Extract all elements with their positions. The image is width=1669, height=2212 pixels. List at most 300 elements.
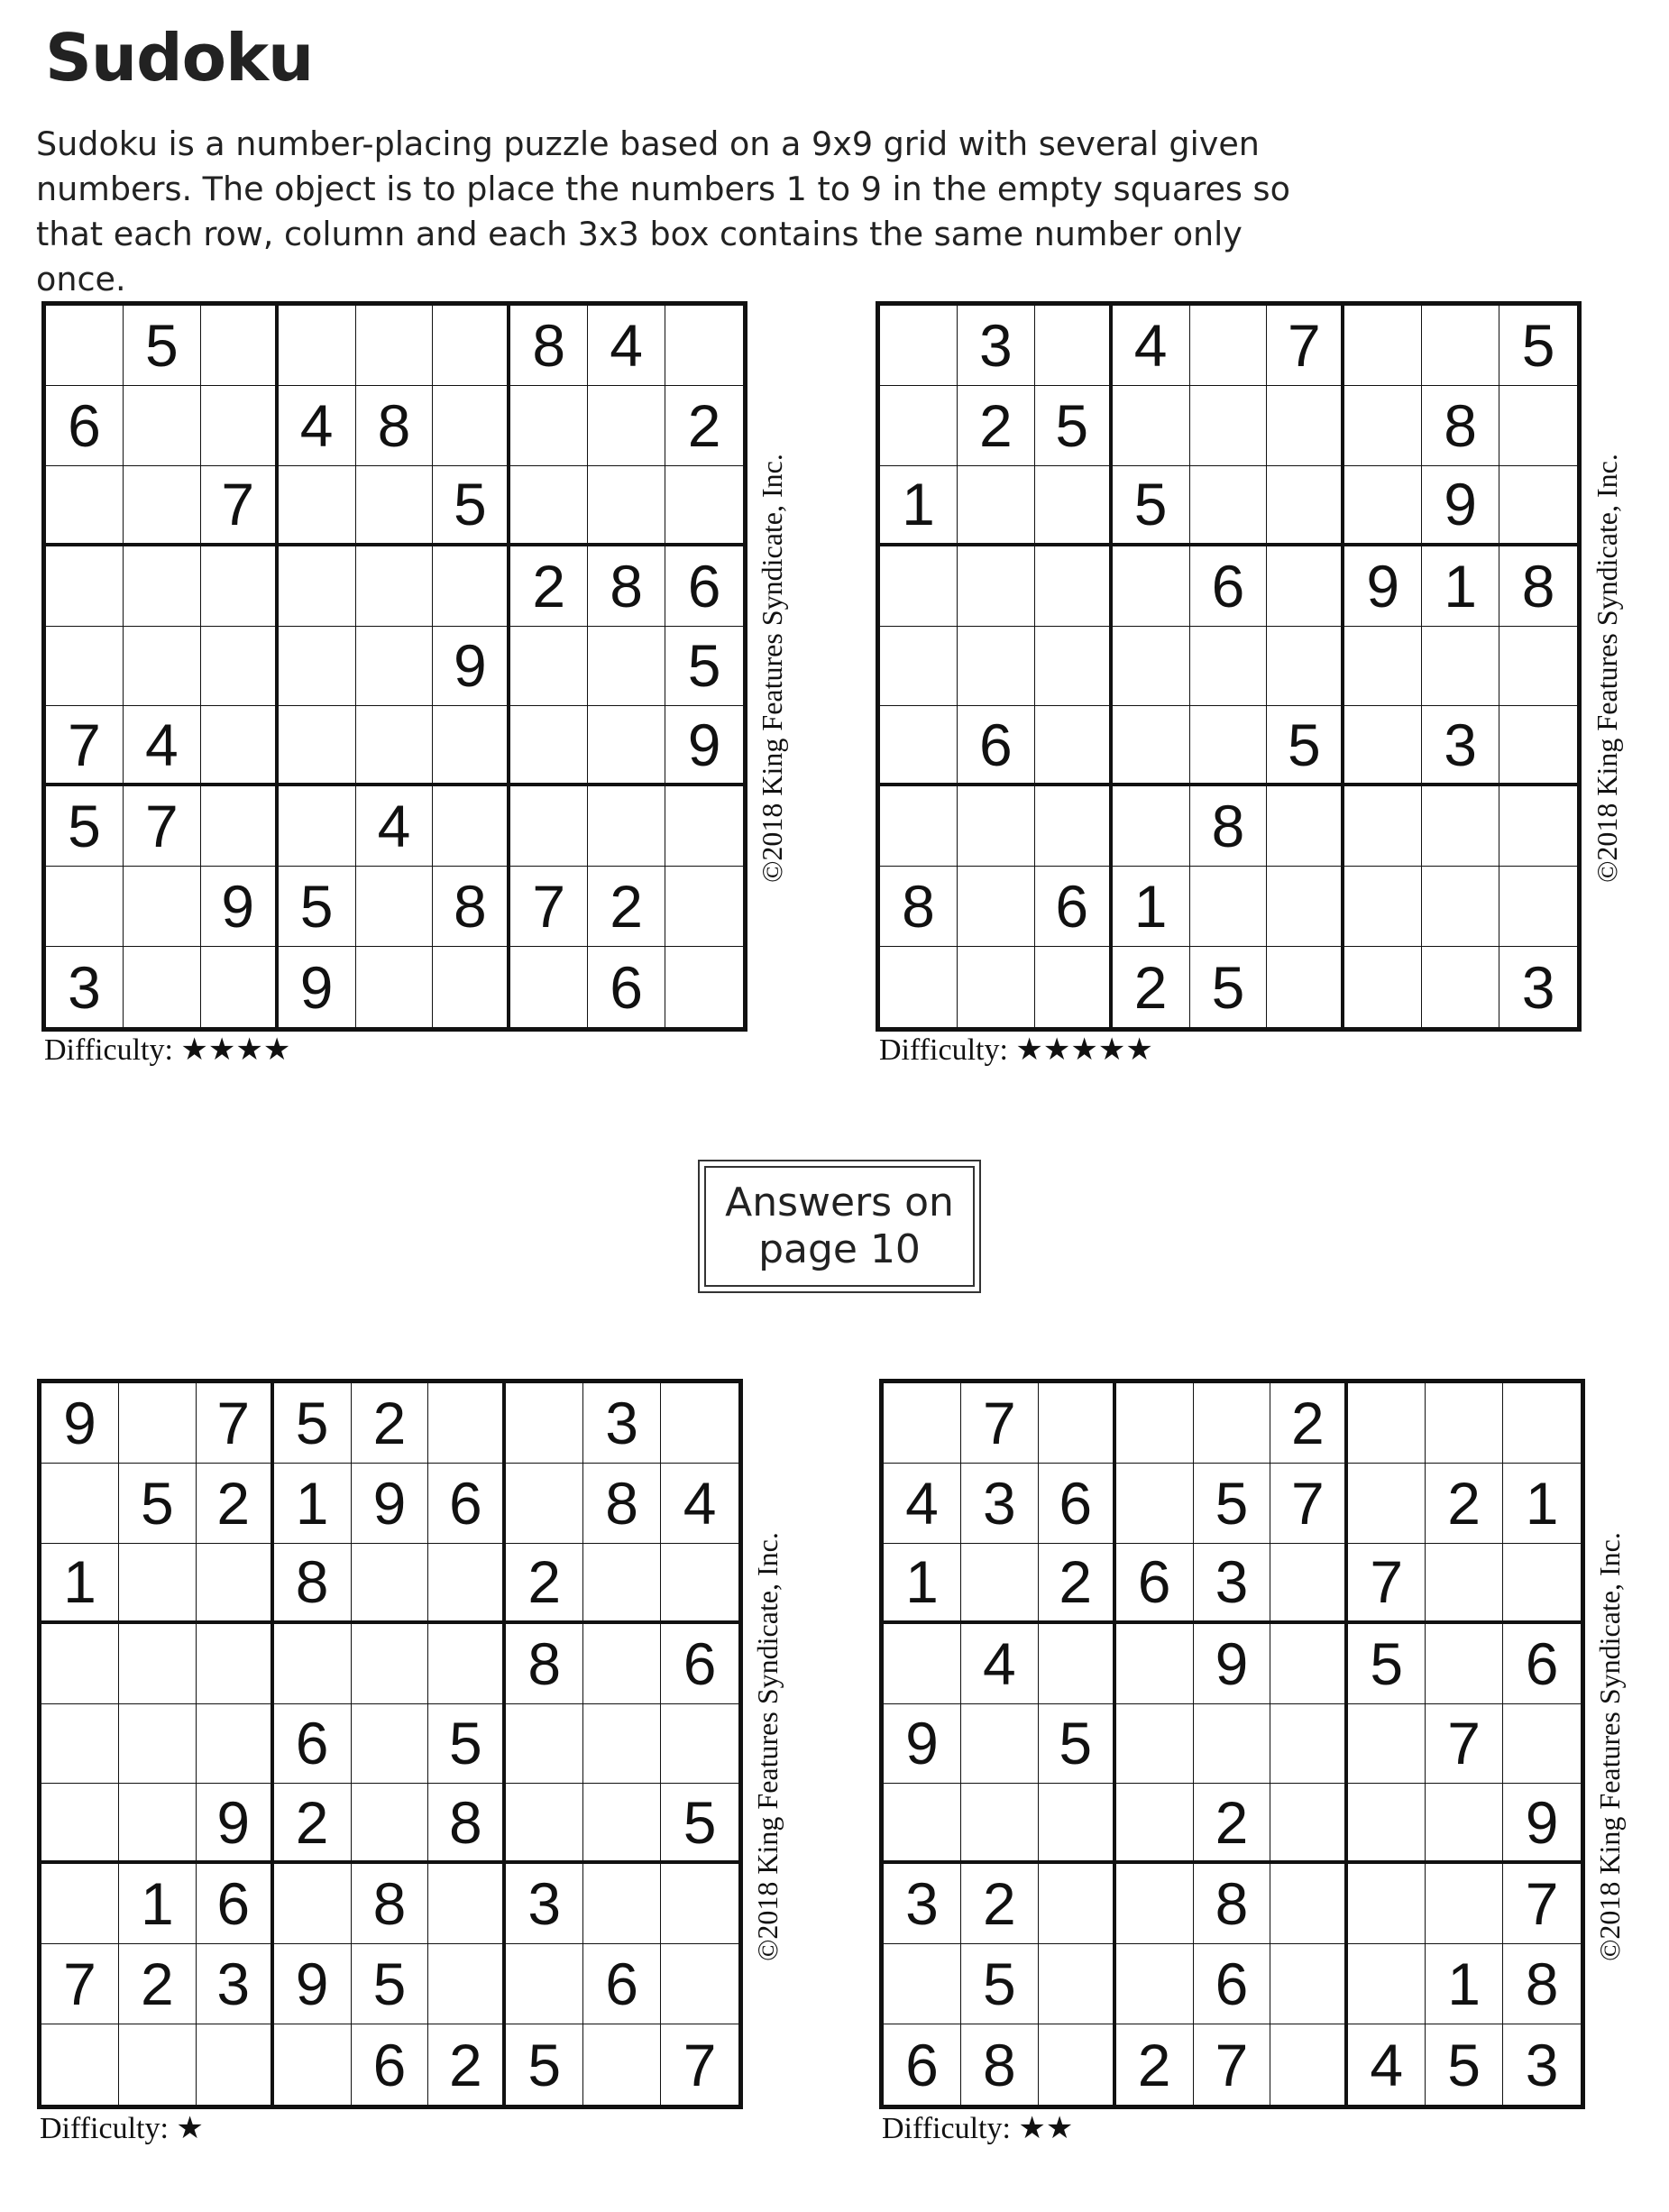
sudoku-cell xyxy=(1499,867,1577,947)
copyright-notice-1: ©2018 King Features Syndicate, Inc. xyxy=(756,454,788,883)
sudoku-cell xyxy=(201,627,279,707)
sudoku-cell xyxy=(661,1944,738,2024)
sudoku-cell xyxy=(1270,1624,1348,1704)
sudoku-cell: 9 xyxy=(201,867,279,947)
sudoku-cell: 5 xyxy=(506,2024,583,2105)
sudoku-cell xyxy=(1035,306,1113,386)
sudoku-cell: 2 xyxy=(961,1864,1039,1944)
answers-line-2: page 10 xyxy=(758,1226,921,1272)
sudoku-cell xyxy=(1039,1383,1116,1464)
sudoku-cell xyxy=(1267,386,1344,466)
sudoku-grid-4 xyxy=(879,1379,1585,2109)
sudoku-cell xyxy=(352,1544,429,1624)
sudoku-cell: 7 xyxy=(201,466,279,546)
sudoku-cell xyxy=(1190,867,1268,947)
sudoku-cell xyxy=(1499,386,1577,466)
sudoku-cell: 4 xyxy=(961,1624,1039,1704)
sudoku-cell: 1 xyxy=(1503,1464,1581,1544)
sudoku-cell xyxy=(1190,386,1268,466)
sudoku-cell: 8 xyxy=(506,1624,583,1704)
sudoku-cell xyxy=(1344,867,1422,947)
copyright-notice-3: ©2018 King Features Syndicate, Inc. xyxy=(751,1532,784,1961)
sudoku-cell: 1 xyxy=(1422,546,1499,627)
sudoku-cell xyxy=(880,306,958,386)
sudoku-cell xyxy=(46,627,124,707)
sudoku-cell xyxy=(661,1864,738,1944)
sudoku-cell: 5 xyxy=(352,1944,429,2024)
sudoku-cell: 7 xyxy=(683,2031,717,2098)
sudoku-cell xyxy=(583,1624,661,1704)
page-title: Sudoku xyxy=(45,20,314,96)
sudoku-cell xyxy=(1035,706,1113,786)
sudoku-cell: 5 xyxy=(661,1784,738,1864)
sudoku-cell: 9 xyxy=(274,1944,352,2024)
sudoku-cell: 1 xyxy=(119,1864,197,1944)
sudoku-cell xyxy=(197,1624,274,1704)
sudoku-cell xyxy=(884,1944,961,2024)
sudoku-cell xyxy=(1039,1864,1116,1944)
sudoku-cell xyxy=(197,1544,274,1624)
sudoku-cell: 5 xyxy=(1348,1624,1426,1704)
sudoku-cell: 4 xyxy=(279,386,356,466)
sudoku-cell xyxy=(119,1624,197,1704)
sudoku-cell: 3 xyxy=(1422,706,1499,786)
sudoku-cell xyxy=(1190,306,1268,386)
sudoku-cell: 2 xyxy=(1113,947,1190,1027)
sudoku-cell xyxy=(1116,1624,1194,1704)
sudoku-cell: 8 xyxy=(352,1864,429,1944)
sudoku-cell: 3 xyxy=(1194,1544,1271,1624)
sudoku-cell: 6 xyxy=(1035,867,1113,947)
sudoku-cell: 2 xyxy=(119,1944,197,2024)
sudoku-cell xyxy=(1344,786,1422,867)
sudoku-cell xyxy=(41,1784,119,1864)
sudoku-cell: 2 xyxy=(665,386,743,466)
sudoku-cell: 9 xyxy=(1194,1624,1271,1704)
sudoku-cell xyxy=(274,1624,352,1704)
sudoku-cell: 5 xyxy=(46,786,124,867)
sudoku-cell xyxy=(201,786,279,867)
sudoku-grid-1 xyxy=(41,301,747,1032)
sudoku-cell xyxy=(665,786,743,867)
sudoku-cell xyxy=(1039,1784,1116,1864)
sudoku-cell xyxy=(1426,1784,1503,1864)
sudoku-cell xyxy=(1113,706,1190,786)
sudoku-cell xyxy=(1113,386,1190,466)
sudoku-cell: 7 xyxy=(1270,1464,1348,1544)
sudoku-cell xyxy=(1194,1704,1271,1785)
sudoku-cell xyxy=(1348,1464,1426,1544)
sudoku-cell xyxy=(352,1624,429,1704)
sudoku-cell: 5 xyxy=(433,466,510,546)
sudoku-cell xyxy=(1267,947,1344,1027)
sudoku-cell: 7 xyxy=(1348,1544,1426,1624)
sudoku-cell: 6 xyxy=(588,947,665,1027)
sudoku-cell: 3 xyxy=(958,306,1035,386)
sudoku-cell xyxy=(433,947,510,1027)
sudoku-cell xyxy=(1190,466,1268,546)
sudoku-cell xyxy=(1270,1944,1348,2024)
sudoku-cell: 3 xyxy=(197,1944,274,2024)
sudoku-cell: 4 xyxy=(884,1464,961,1544)
sudoku-cell xyxy=(124,546,201,627)
sudoku-cell: 2 xyxy=(428,2024,506,2105)
sudoku-cell xyxy=(124,947,201,1027)
sudoku-cell: 2 xyxy=(1116,2024,1194,2105)
sudoku-cell xyxy=(588,466,665,546)
sudoku-cell xyxy=(1267,546,1344,627)
sudoku-cell xyxy=(1422,867,1499,947)
sudoku-cell: 1 xyxy=(274,1464,352,1544)
sudoku-cell xyxy=(1344,627,1422,707)
sudoku-cell: 6 xyxy=(583,1944,661,2024)
sudoku-cell xyxy=(1116,1383,1194,1464)
sudoku-cell: 5 xyxy=(279,867,356,947)
sudoku-cell xyxy=(1503,1704,1581,1785)
sudoku-cell xyxy=(1190,706,1268,786)
sudoku-cell: 1 xyxy=(884,1544,961,1624)
sudoku-cell xyxy=(880,786,958,867)
sudoku-cell xyxy=(661,1383,738,1464)
sudoku-cell xyxy=(1348,1383,1426,1464)
sudoku-cell: 8 xyxy=(274,1544,352,1624)
sudoku-cell xyxy=(279,627,356,707)
sudoku-cell xyxy=(506,1464,583,1544)
sudoku-cell xyxy=(958,867,1035,947)
sudoku-cell xyxy=(583,1864,661,1944)
sudoku-cell xyxy=(1503,1544,1581,1624)
sudoku-cell xyxy=(1270,1704,1348,1785)
sudoku-cell: 2 xyxy=(352,1383,429,1464)
sudoku-cell xyxy=(356,306,434,386)
sudoku-cell: 8 xyxy=(356,386,434,466)
sudoku-cell xyxy=(1270,1544,1348,1624)
sudoku-cell xyxy=(1270,1784,1348,1864)
sudoku-cell xyxy=(506,1383,583,1464)
sudoku-cell xyxy=(880,386,958,466)
sudoku-cell xyxy=(1267,867,1344,947)
sudoku-cell: 6 xyxy=(1039,1464,1116,1544)
sudoku-cell xyxy=(119,2024,197,2105)
sudoku-cell xyxy=(1422,306,1499,386)
sudoku-cell xyxy=(433,386,510,466)
sudoku-cell xyxy=(1035,947,1113,1027)
sudoku-cell xyxy=(119,1544,197,1624)
sudoku-cell xyxy=(1194,1383,1271,1464)
sudoku-cell: 8 xyxy=(1499,546,1577,627)
sudoku-cell xyxy=(884,1784,961,1864)
sudoku-cell xyxy=(279,706,356,786)
sudoku-cell xyxy=(880,627,958,707)
sudoku-cell: 8 xyxy=(1190,786,1268,867)
sudoku-cell xyxy=(510,786,588,867)
sudoku-cell xyxy=(352,1704,429,1785)
sudoku-cell xyxy=(428,1544,506,1624)
sudoku-cell xyxy=(1035,786,1113,867)
sudoku-cell: 5 xyxy=(665,627,743,707)
sudoku-cell: 5 xyxy=(1190,947,1268,1027)
sudoku-cell: 1 xyxy=(1113,867,1190,947)
sudoku-cell xyxy=(274,2024,352,2105)
sudoku-cell: 2 xyxy=(958,386,1035,466)
sudoku-cell xyxy=(583,1704,661,1785)
sudoku-cell xyxy=(1344,466,1422,546)
sudoku-cell xyxy=(356,947,434,1027)
sudoku-cell xyxy=(958,627,1035,707)
sudoku-cell xyxy=(201,386,279,466)
sudoku-cell xyxy=(356,546,434,627)
sudoku-cell xyxy=(506,1944,583,2024)
sudoku-cell: 6 xyxy=(1190,546,1268,627)
sudoku-cell xyxy=(1344,306,1422,386)
sudoku-cell xyxy=(1499,706,1577,786)
sudoku-cell: 4 xyxy=(1348,2024,1426,2105)
sudoku-cell xyxy=(1270,1864,1348,1944)
sudoku-cell: 6 xyxy=(1194,1944,1271,2024)
sudoku-cell xyxy=(201,706,279,786)
sudoku-cell xyxy=(1035,546,1113,627)
sudoku-cell xyxy=(958,546,1035,627)
sudoku-cell xyxy=(201,947,279,1027)
sudoku-cell xyxy=(201,546,279,627)
sudoku-cell xyxy=(583,1544,661,1624)
sudoku-cell: 6 xyxy=(661,1624,738,1704)
sudoku-cell xyxy=(661,1704,738,1785)
sudoku-cell: 9 xyxy=(1422,466,1499,546)
sudoku-cell xyxy=(1267,466,1344,546)
sudoku-cell xyxy=(124,466,201,546)
sudoku-cell xyxy=(433,546,510,627)
sudoku-cell: 5 xyxy=(274,1383,352,1464)
sudoku-cell xyxy=(41,1464,119,1544)
sudoku-cell xyxy=(428,1383,506,1464)
sudoku-cell xyxy=(1348,1704,1426,1785)
sudoku-cell xyxy=(958,466,1035,546)
sudoku-cell xyxy=(1116,1864,1194,1944)
sudoku-grid-3 xyxy=(37,1379,743,2109)
sudoku-cell: 7 xyxy=(124,786,201,867)
sudoku-cell xyxy=(433,706,510,786)
sudoku-cell xyxy=(588,627,665,707)
sudoku-cell xyxy=(124,867,201,947)
sudoku-cell xyxy=(1426,1383,1503,1464)
sudoku-cell: 8 xyxy=(428,1784,506,1864)
sudoku-cell: 7 xyxy=(1267,306,1344,386)
sudoku-cell: 9 xyxy=(279,947,356,1027)
sudoku-cell: 8 xyxy=(433,867,510,947)
sudoku-cell: 7 xyxy=(1503,1864,1581,1944)
sudoku-cell xyxy=(433,786,510,867)
sudoku-cell xyxy=(1499,786,1577,867)
copyright-notice-2: ©2018 King Features Syndicate, Inc. xyxy=(1591,454,1623,883)
sudoku-cell xyxy=(41,1864,119,1944)
difficulty-rating-4: Difficulty: ★★ xyxy=(882,2112,1074,2145)
sudoku-cell: 6 xyxy=(1116,1544,1194,1624)
sudoku-cell xyxy=(588,386,665,466)
sudoku-cell xyxy=(665,466,743,546)
sudoku-cell: 2 xyxy=(510,546,588,627)
difficulty-rating-3: Difficulty: ★ xyxy=(40,2112,204,2145)
sudoku-cell xyxy=(588,786,665,867)
sudoku-cell xyxy=(1344,947,1422,1027)
sudoku-cell xyxy=(46,466,124,546)
sudoku-cell xyxy=(1116,1944,1194,2024)
sudoku-cell: 1 xyxy=(880,466,958,546)
sudoku-cell: 8 xyxy=(510,306,588,386)
sudoku-cell xyxy=(1426,1624,1503,1704)
sudoku-cell: 6 xyxy=(1503,1624,1581,1704)
sudoku-cell xyxy=(428,1944,506,2024)
sudoku-cell xyxy=(880,947,958,1027)
sudoku-cell: 7 xyxy=(1426,1704,1503,1785)
sudoku-cell: 8 xyxy=(1422,386,1499,466)
sudoku-cell xyxy=(41,1704,119,1785)
sudoku-cell xyxy=(588,706,665,786)
sudoku-cell xyxy=(1267,627,1344,707)
sudoku-cell xyxy=(961,1544,1039,1624)
sudoku-cell: 2 xyxy=(1270,1383,1348,1464)
sudoku-cell: 6 xyxy=(46,386,124,466)
sudoku-cell xyxy=(1113,546,1190,627)
sudoku-cell xyxy=(197,2024,274,2105)
sudoku-cell xyxy=(1426,1864,1503,1944)
sudoku-cell xyxy=(958,947,1035,1027)
sudoku-cell xyxy=(428,1624,506,1704)
sudoku-cell: 8 xyxy=(1194,1864,1271,1944)
sudoku-cell xyxy=(279,306,356,386)
sudoku-cell xyxy=(352,1784,429,1864)
sudoku-cell xyxy=(1344,386,1422,466)
sudoku-cell xyxy=(583,2024,661,2105)
sudoku-cell xyxy=(197,1704,274,1785)
sudoku-cell: 3 xyxy=(1521,953,1555,1021)
sudoku-cell: 4 xyxy=(588,306,665,386)
sudoku-cell: 4 xyxy=(124,706,201,786)
sudoku-cell xyxy=(665,867,743,947)
sudoku-cell xyxy=(506,1704,583,1785)
sudoku-cell xyxy=(1039,2024,1116,2105)
sudoku-cell xyxy=(510,627,588,707)
sudoku-cell: 3 xyxy=(506,1864,583,1944)
sudoku-cell: 4 xyxy=(356,786,434,867)
sudoku-cell xyxy=(119,1784,197,1864)
sudoku-cell xyxy=(41,1624,119,1704)
sudoku-cell xyxy=(1113,786,1190,867)
sudoku-cell xyxy=(1116,1704,1194,1785)
sudoku-cell: 7 xyxy=(46,706,124,786)
sudoku-cell xyxy=(1190,627,1268,707)
sudoku-cell xyxy=(1348,1864,1426,1944)
sudoku-cell: 7 xyxy=(1194,2024,1271,2105)
sudoku-cell xyxy=(665,306,743,386)
sudoku-cell xyxy=(279,786,356,867)
sudoku-cell xyxy=(510,466,588,546)
sudoku-cell: 2 xyxy=(1194,1784,1271,1864)
sudoku-cell xyxy=(583,1784,661,1864)
sudoku-cell xyxy=(1426,1544,1503,1624)
difficulty-rating-2: Difficulty: ★★★★★ xyxy=(879,1033,1153,1067)
sudoku-cell xyxy=(884,1383,961,1464)
sudoku-cell xyxy=(961,1784,1039,1864)
sudoku-cell xyxy=(1035,466,1113,546)
sudoku-cell xyxy=(1348,1944,1426,2024)
sudoku-cell: 5 xyxy=(1426,2024,1503,2105)
sudoku-cell: 5 xyxy=(119,1464,197,1544)
sudoku-cell xyxy=(428,1864,506,1944)
sudoku-cell xyxy=(274,1864,352,1944)
sudoku-cell xyxy=(1035,627,1113,707)
sudoku-cell: 6 xyxy=(274,1704,352,1785)
sudoku-cell: 4 xyxy=(661,1464,738,1544)
sudoku-cell: 9 xyxy=(352,1464,429,1544)
sudoku-cell: 6 xyxy=(958,706,1035,786)
sudoku-cell: 9 xyxy=(433,627,510,707)
sudoku-cell xyxy=(510,947,588,1027)
sudoku-cell: 2 xyxy=(588,867,665,947)
sudoku-cell xyxy=(1116,1464,1194,1544)
sudoku-cell: 5 xyxy=(1194,1464,1271,1544)
copyright-notice-4: ©2018 King Features Syndicate, Inc. xyxy=(1593,1532,1626,1961)
sudoku-cell xyxy=(1039,1944,1116,2024)
sudoku-cell: 2 xyxy=(1039,1544,1116,1624)
sudoku-cell: 2 xyxy=(197,1464,274,1544)
sudoku-cell xyxy=(665,947,743,1027)
sudoku-cell xyxy=(356,867,434,947)
sudoku-cell: 7 xyxy=(510,867,588,947)
sudoku-cell: 6 xyxy=(352,2024,429,2105)
sudoku-cell: 3 xyxy=(583,1383,661,1464)
difficulty-rating-1: Difficulty: ★★★★ xyxy=(44,1033,291,1067)
sudoku-cell xyxy=(124,386,201,466)
sudoku-cell: 9 xyxy=(197,1784,274,1864)
sudoku-cell xyxy=(510,706,588,786)
answers-line-1: Answers on xyxy=(725,1179,954,1225)
answers-box-inner xyxy=(704,1166,975,1287)
sudoku-cell xyxy=(1499,627,1577,707)
sudoku-cell: 6 xyxy=(197,1864,274,1944)
sudoku-cell: 3 xyxy=(961,1464,1039,1544)
sudoku-cell xyxy=(961,1704,1039,1785)
sudoku-cell xyxy=(124,627,201,707)
sudoku-cell: 3 xyxy=(1525,2031,1559,2098)
sudoku-cell: 3 xyxy=(884,1864,961,1944)
sudoku-cell xyxy=(661,1544,738,1624)
sudoku-cell: 8 xyxy=(1503,1944,1581,2024)
sudoku-cell: 3 xyxy=(46,947,124,1027)
sudoku-cell xyxy=(279,466,356,546)
sudoku-cell xyxy=(356,627,434,707)
sudoku-cell xyxy=(1422,786,1499,867)
intro-text: Sudoku is a number-placing puzzle based on a 9x9 grid with several given numbers. The object is to place the numbers 1 to 9 in the empty squares so that each row, column and each 3x3 box contains the same number only once. xyxy=(36,124,1290,298)
sudoku-cell xyxy=(356,466,434,546)
sudoku-cell: 6 xyxy=(884,2024,961,2105)
sudoku-cell xyxy=(119,1383,197,1464)
sudoku-cell xyxy=(279,546,356,627)
sudoku-cell: 9 xyxy=(1503,1784,1581,1864)
sudoku-cell: 2 xyxy=(506,1544,583,1624)
sudoku-cell xyxy=(1113,627,1190,707)
sudoku-cell: 1 xyxy=(1426,1944,1503,2024)
sudoku-cell: 8 xyxy=(588,546,665,627)
sudoku-cell xyxy=(1422,947,1499,1027)
sudoku-cell xyxy=(1270,2024,1348,2105)
sudoku-cell xyxy=(880,546,958,627)
sudoku-cell: 5 xyxy=(1267,706,1344,786)
sudoku-cell xyxy=(119,1704,197,1785)
sudoku-cell: 9 xyxy=(665,706,743,786)
sudoku-cell xyxy=(506,1784,583,1864)
sudoku-cell: 2 xyxy=(1426,1464,1503,1544)
